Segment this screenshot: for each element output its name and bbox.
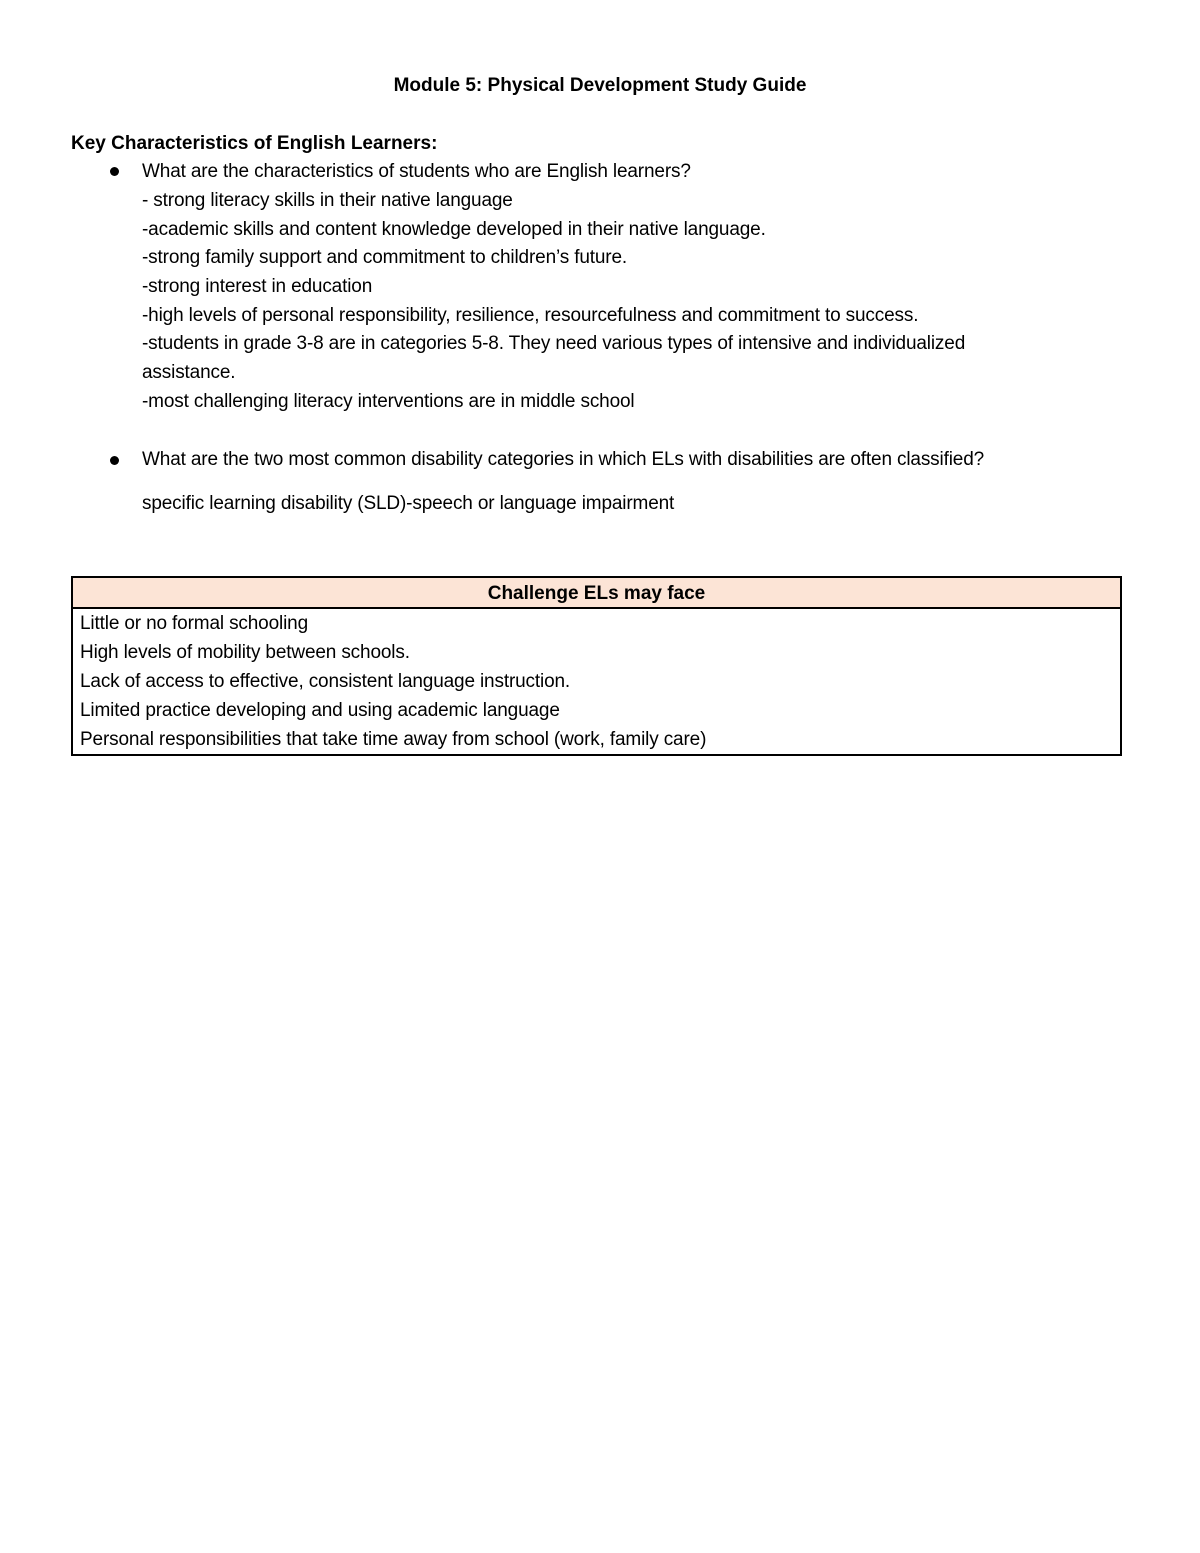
- table-row: Little or no formal schooling: [80, 613, 308, 634]
- table-header: Challenge ELs may face: [73, 578, 1120, 609]
- answer-line: -most challenging literacy interventions are in middle school: [142, 391, 635, 412]
- answer-line: -strong family support and commitment to children’s future.: [142, 247, 628, 268]
- page-title: Module 5: Physical Development Study Guide: [393, 75, 807, 96]
- answer-line: - strong literacy skills in their native language: [142, 190, 513, 211]
- question-2: What are the two most common disability categories in which ELs with disabilities are often classified?: [142, 449, 985, 470]
- section-heading: Key Characteristics of English Learners:: [71, 133, 438, 154]
- table-row: Limited practice developing and using academic language: [80, 700, 560, 721]
- answer-line: specific learning disability (SLD)-speech or language impairment: [142, 493, 675, 514]
- answer-line: -students in grade 3-8 are in categories 5-8. They need various types of intensive and individualized: [142, 333, 966, 354]
- bullet-icon: [110, 456, 119, 465]
- answer-line: -academic skills and content knowledge developed in their native language.: [142, 219, 766, 240]
- bullet-icon: [110, 167, 119, 176]
- answer-line: -high levels of personal responsibility, resilience, resourcefulness and commitment to success.: [142, 305, 919, 326]
- answer-line: -strong interest in education: [142, 276, 373, 297]
- table-row: Personal responsibilities that take time away from school (work, family care): [80, 729, 707, 750]
- answer-line: assistance.: [142, 362, 236, 383]
- question-1: What are the characteristics of students who are English learners?: [142, 161, 691, 182]
- challenges-table: [71, 576, 1122, 756]
- table-row: Lack of access to effective, consistent language instruction.: [80, 671, 571, 692]
- table-row: High levels of mobility between schools.: [80, 642, 410, 663]
